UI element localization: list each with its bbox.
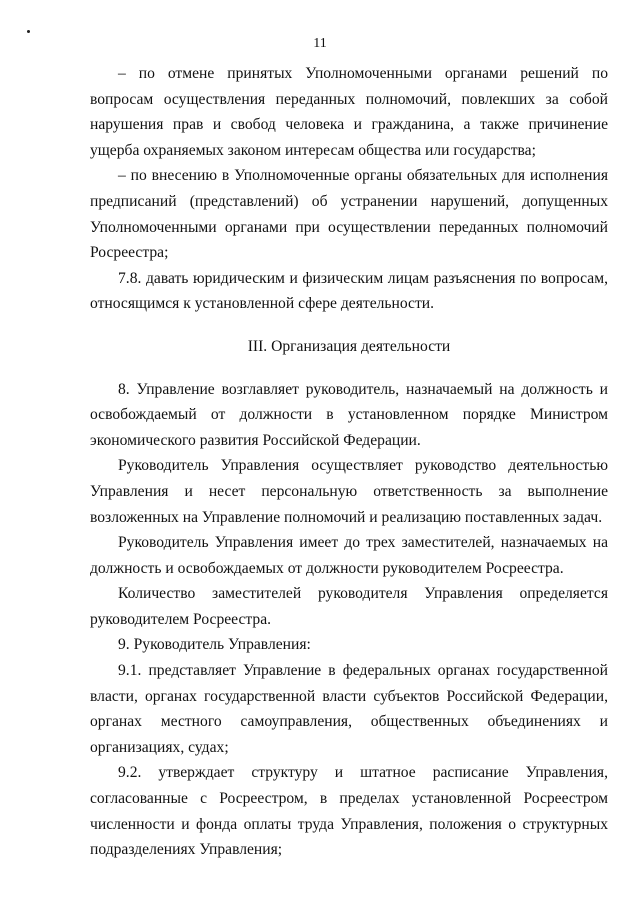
document-body (90, 61, 608, 863)
paragraph: Количество заместителей руководителя Управления определяется руководителем Росреестра. (90, 585, 608, 628)
paragraph: Руководитель Управления имеет до трех заместителей, назначаемых на должность и освобождаемых от должности руководителем Росреестра. (90, 534, 608, 577)
paragraph: 9. Руководитель Управления: (118, 636, 311, 654)
paragraph: 7.8. давать юридическим и физическим лицам разъяснения по вопросам, относящимся к установленной сфере деятельности. (90, 269, 608, 313)
paragraph: – по отмене принятых Уполномоченными органами решений по вопросам осуществления переданных полномочий, повлекших за собой нарушения прав и свобод человека и гражданина, а также причинение ущерба охраняемых законом интересам общества или государства; (90, 65, 608, 159)
section-heading: III. Организация деятельности (247, 337, 451, 355)
paragraph: Руководитель Управления осуществляет руководство деятельностью Управления и несет персональную ответственность за выполнение возложенных на Управление полномочий и реализацию поставленных задач. (90, 457, 608, 526)
page-number: 11 (313, 36, 327, 51)
paragraph: 9.2. утверждает структуру и штатное расписание Управления, согласованные с Росреестром, в пределах установленной Росреестром численности и фонда оплаты труда Управления, положения о структурных подразделениях Управления; (90, 764, 608, 859)
paragraph: 8. Управление возглавляет руководитель, назначаемый на должность и освобождаемый от должности в установленном порядке Министром экономического развития Российской Федерации. (90, 380, 608, 449)
scan-speck (27, 30, 30, 33)
paragraph: 9.1. представляет Управление в федеральных органах государственной власти, органах государственной власти субъектов Российской Федерации, органах местного самоуправления, общественных объединениях и организациях, судах; (90, 662, 608, 756)
paragraph: – по внесению в Уполномоченные органы обязательных для исполнения предписаний (представлений) об устранении нарушений, допущенных Уполномоченными органами при осуществлении переданных полномочий Росреестра; (90, 167, 608, 262)
